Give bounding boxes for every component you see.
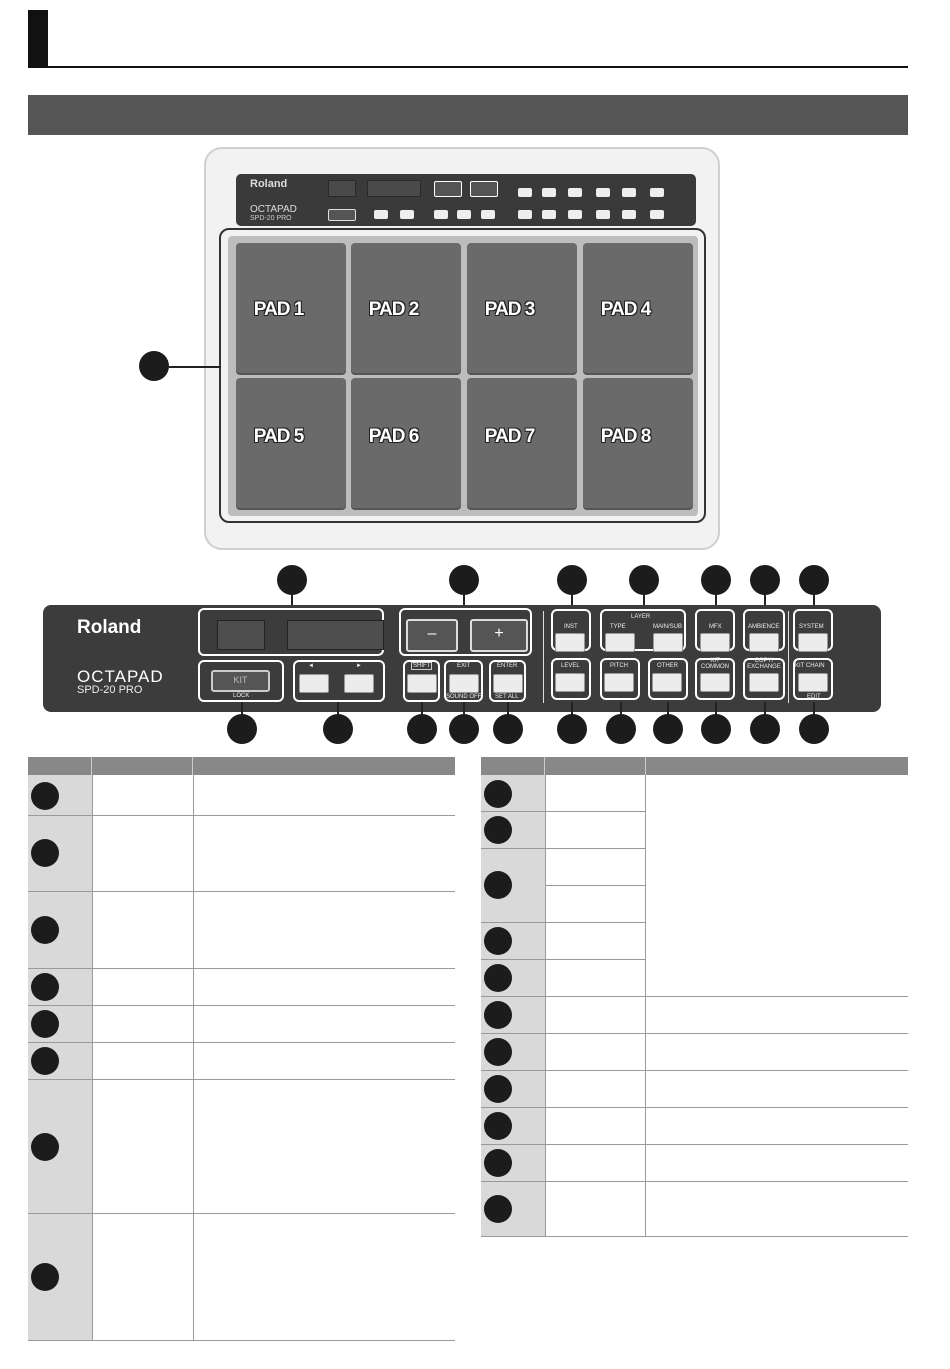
callout-leader-pads [169,366,221,368]
callout-marker-minus-plus [449,565,479,595]
header-tab-marker [28,10,48,68]
callout-marker-system [799,565,829,595]
other-button[interactable] [652,673,682,692]
callout-marker-cursor [323,714,353,744]
right-table-row-line [481,1236,908,1237]
right-table-row-line [481,811,645,812]
callout-marker-level [557,714,587,744]
right-table-row-line [481,1070,908,1071]
mini-lcd-display [367,180,421,197]
sound-off-label: SOUND OFF [446,694,482,700]
callout-marker-kit [227,714,257,744]
row-marker [31,1133,59,1161]
plus-button-label: + [494,625,504,642]
panel-model-name: OCTAPAD [77,667,164,686]
panel-submodel-name: SPD-20 PRO [77,684,143,696]
callout-marker-display [277,565,307,595]
copy-exchange-button[interactable] [749,673,779,692]
callout-marker-enter [493,714,523,744]
device-top-panel [236,174,696,226]
right-table-row-line [481,1181,908,1182]
callout-marker-kit-chain [799,714,829,744]
panel-divider-2 [788,611,789,703]
row-marker [484,1149,512,1177]
other-button-label: OTHER [657,663,678,669]
left-table-row-line [28,1005,455,1006]
mini-kit-common-button [596,210,610,219]
callout-marker-shift [407,714,437,744]
right-arrow-icon: ► [356,663,362,669]
pad-8[interactable] [583,378,693,508]
row-marker [484,1001,512,1029]
right-table-header [481,757,908,775]
pad-3-label: PAD 3 [484,299,535,320]
system-button[interactable] [798,633,828,652]
set-all-label: SET ALL [495,694,519,700]
pad-7-label: PAD 7 [484,426,535,447]
main-sub-button[interactable] [653,633,683,652]
row-marker [484,964,512,992]
kit-common-button[interactable] [700,673,730,692]
kit-chain-button[interactable] [798,673,828,692]
pad-4[interactable] [583,243,693,373]
pad-6-label: PAD 6 [368,426,419,447]
mini-mfx-button [596,188,610,197]
row-marker [484,871,512,899]
mini-level-button [518,210,532,219]
control-panel-closeup [43,605,881,712]
right-table-row-line [481,1033,908,1034]
lcd-display [287,620,384,650]
mini-right-button [400,210,414,219]
right-table-column-line-2 [645,775,646,1236]
mini-plus-button [470,181,498,197]
exit-button-label: EXIT [457,663,471,669]
right-table-header-divider-2 [645,757,646,775]
copy-exchange-button-label: COPY/ EXCHANGE [747,658,781,670]
layer-group-label: LAYER [631,614,651,620]
device-model-name: OCTAPAD [250,204,297,215]
enter-button[interactable] [493,674,523,693]
left-table-row-line [28,968,455,969]
left-table-row-line [28,1213,455,1214]
row-marker [31,1047,59,1075]
left-table-column-line-1 [92,775,93,1340]
callout-marker-mfx [701,565,731,595]
mini-main-sub-button [568,188,582,197]
mini-led-display [328,180,356,197]
pad-5-label: PAD 5 [253,426,304,447]
mini-left-button [374,210,388,219]
pad-4-label: PAD 4 [600,299,651,320]
mfx-button[interactable] [700,633,730,652]
device-brand-logo: Roland [250,178,288,190]
row-marker [484,1075,512,1103]
mini-type-button [542,188,556,197]
exit-button[interactable] [449,674,479,693]
panel-brand-logo: Roland [77,617,142,638]
left-button[interactable] [299,674,329,693]
mfx-button-label: MFX [709,624,722,630]
pad-1-label: PAD 1 [253,299,304,320]
right-table-header-divider-1 [544,757,545,775]
row-marker [484,780,512,808]
pad-2[interactable] [351,243,461,373]
shift-button-label: SHIFT [413,663,431,669]
mini-ambience-button [622,188,636,197]
left-table-column-line-2 [193,775,194,1340]
kit-chain-button-label: KIT CHAIN [795,663,825,669]
callout-marker-kit-common [701,714,731,744]
left-arrow-icon: ◄ [308,663,314,669]
mini-exit-button [457,210,471,219]
left-table-row-line [28,1042,455,1043]
mini-pitch-button [542,210,556,219]
callout-marker-other [653,714,683,744]
plus-button[interactable] [470,619,528,652]
lock-label: LOCK [233,693,250,699]
row-marker [31,782,59,810]
level-button[interactable] [555,673,585,692]
callout-marker-ambience [750,565,780,595]
kit-button-label: KIT [233,675,248,685]
mini-copy-exchange-button [622,210,636,219]
mini-minus-button [434,181,462,197]
left-table-row-line [28,1340,455,1341]
shift-button[interactable] [407,674,437,693]
left-table-header-divider-2 [192,757,193,775]
callout-marker-copy-exchange [750,714,780,744]
left-table-row-line [28,1079,455,1080]
mini-enter-button [481,210,495,219]
header-rule [28,66,908,68]
mini-inst-button [518,188,532,197]
callout-marker-pads [139,351,169,381]
section-title-bar [28,95,908,135]
right-button[interactable] [344,674,374,693]
row-marker [31,1010,59,1038]
left-table-row-line [28,891,455,892]
callout-marker-exit [449,714,479,744]
pad-1[interactable] [236,243,346,373]
right-table-column-line-1 [545,775,546,1236]
pad-area [228,236,698,516]
system-button-label: SYSTEM [799,624,824,630]
led-display [217,620,265,650]
type-button-label: TYPE [610,624,626,630]
right-table-row-line [481,996,908,997]
inst-button-label: INST [564,624,578,630]
pitch-button-label: PITCH [610,663,628,669]
right-table-row-line [545,885,645,886]
right-table-row-line [481,922,645,923]
right-table-row-line [481,959,645,960]
left-table-header-divider-1 [91,757,92,775]
inst-button[interactable] [555,633,585,652]
kit-common-button-label: KIT COMMON [701,658,729,670]
left-table-header [28,757,455,775]
right-table-row-line [481,848,645,849]
pad-7[interactable] [467,378,577,508]
pitch-button[interactable] [604,673,634,692]
row-marker [484,1195,512,1223]
callout-marker-layer [629,565,659,595]
row-marker [31,916,59,944]
row-marker [31,839,59,867]
ambience-button[interactable] [749,633,779,652]
row-marker [31,973,59,1001]
right-table-row-line [481,1107,908,1108]
row-marker [484,927,512,955]
mini-shift-button [434,210,448,219]
callout-marker-pitch [606,714,636,744]
type-button[interactable] [605,633,635,652]
mini-system-button [650,188,664,197]
row-marker [484,1112,512,1140]
device-submodel-name: SPD-20 PRO [250,215,292,222]
level-button-label: LEVEL [561,663,580,669]
row-marker [484,816,512,844]
mini-kit-chain-button [650,210,664,219]
kit-button[interactable] [211,670,270,692]
main-sub-button-label: MAIN/SUB [653,624,683,630]
enter-button-label: ENTER [497,663,518,669]
mini-other-button [568,210,582,219]
callout-marker-inst [557,565,587,595]
row-marker [484,1038,512,1066]
pad-2-label: PAD 2 [368,299,419,320]
right-table-row-line [481,1144,908,1145]
edit-label: EDIT [807,694,821,700]
panel-divider-1 [543,611,544,703]
pad-6[interactable] [351,378,461,508]
minus-button-label: – [427,625,437,642]
mini-kit-button [328,209,356,221]
left-table-row-line [28,815,455,816]
pad-8-label: PAD 8 [600,426,651,447]
pad-5[interactable] [236,378,346,508]
pad-3[interactable] [467,243,577,373]
ambience-button-label: AMBIENCE [748,624,780,630]
row-marker [31,1263,59,1291]
minus-button[interactable] [406,619,458,652]
